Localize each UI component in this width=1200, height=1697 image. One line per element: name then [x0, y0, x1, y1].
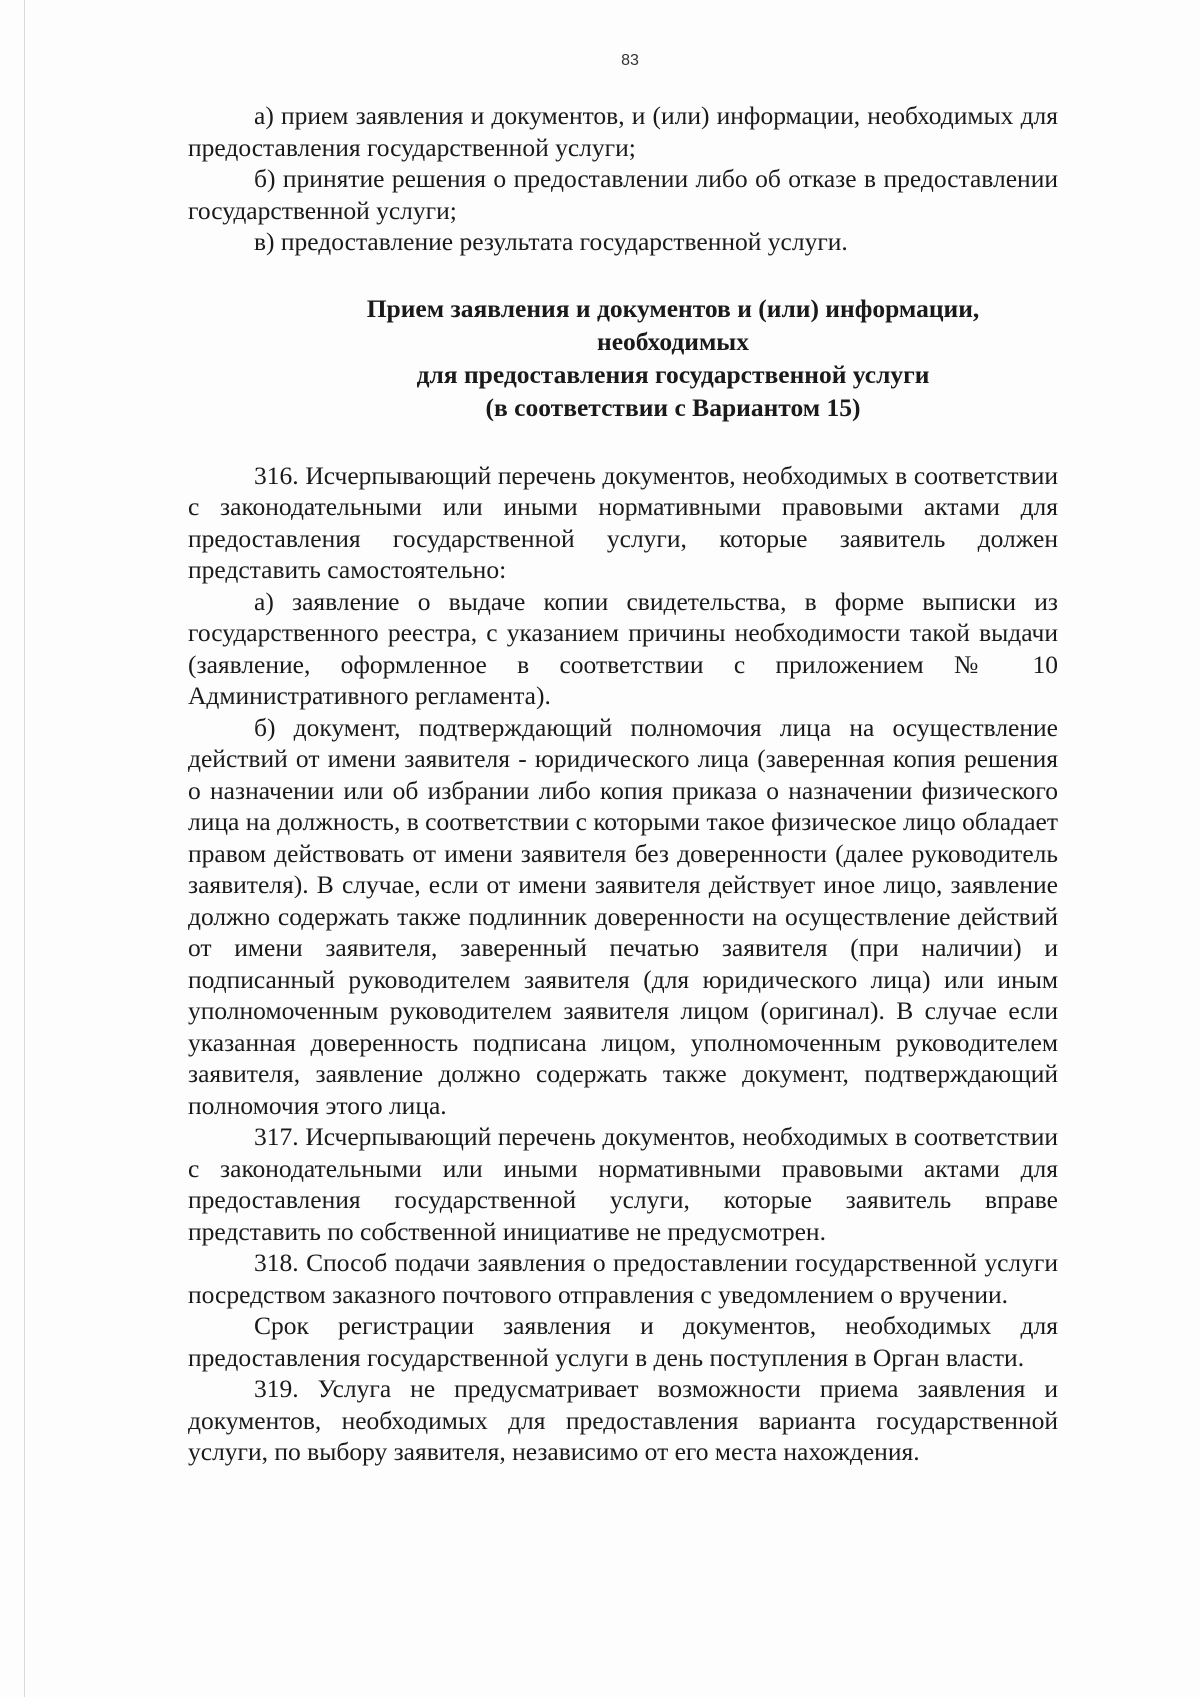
- scan-edge-line: [24, 0, 25, 1697]
- paragraph-316-b: б) документ, подтверждающий полномочия лица на осуществление действий от имени заявителя - юридического лица (заверенная копия решения о назначении или об избрании либо копия приказа о назначении физического лица на должность, в соответствии с которыми такое физическое лицо обладает правом действовать от имени заявителя без доверенности (далее руководитель заявителя). В случае, если от имени заявителя действует иное лицо, заявление должно содержать также подлинник доверенности на осуществление действий от имени заявителя, заверенный печатью заявителя (при наличии) и подписанный руководителем заявителя (для юридического лица) или иным уполномоченным руководителем заявителя лицом (оригинал). В случае если указанная доверенность подписана лицом, уполномоченным руководителем заявителя, заявление должно содержать также документ, подтверждающий полномочия этого лица.: [188, 712, 1058, 1120]
- section-heading-line-2: для предоставления государственной услуги: [416, 359, 930, 389]
- section-heading: [188, 292, 1058, 424]
- document-body: [188, 100, 1058, 1468]
- paragraph-317: 317. Исчерпывающий перечень документов, необходимых в соответствии с законодательными или иными нормативными правовыми актами для предоставления государственной услуги, которые заявитель вправе представить по собственной инициативе не предусмотрен.: [188, 1122, 1058, 1246]
- paragraph-318: 318. Способ подачи заявления о предоставлении государственной услуги посредством заказного почтового отправления с уведомлением о вручении.: [188, 1248, 1058, 1309]
- section-heading-line-1: Прием заявления и документов и (или) информации, необходимых: [366, 293, 980, 356]
- page-number: 83: [621, 52, 639, 69]
- section-heading-line-3: (в соответствии с Вариантом 15): [485, 392, 861, 422]
- paragraph-316: 316. Исчерпывающий перечень документов, необходимых в соответствии с законодательными или иными нормативными правовыми актами для предоставления государственной услуги, которые заявитель должен представить самостоятельно:: [188, 460, 1058, 584]
- paragraph-319: 319. Услуга не предусматривает возможности приема заявления и документов, необходимых для предоставления варианта государственной услуги, по выбору заявителя, независимо от его места нахождения.: [188, 1374, 1058, 1466]
- paragraph-318-term: Срок регистрации заявления и документов, необходимых для предоставления государственной услуги в день поступления в Орган власти.: [188, 1311, 1058, 1372]
- intro-item-b: б) принятие решения о предоставлении либо об отказе в предоставлении государственной услуги;: [188, 164, 1058, 225]
- intro-item-a: а) прием заявления и документов, и (или) информации, необходимых для предоставления государственной услуги;: [188, 101, 1058, 162]
- paragraph-316-a: а) заявление о выдаче копии свидетельства, в форме выписки из государственного реестра, с указанием причины необходимости такой выдачи (заявление, оформленное в соответствии с приложением № 10 Административного регламента).: [188, 586, 1058, 710]
- intro-item-c: в) предоставление результата государственной услуги.: [254, 227, 848, 256]
